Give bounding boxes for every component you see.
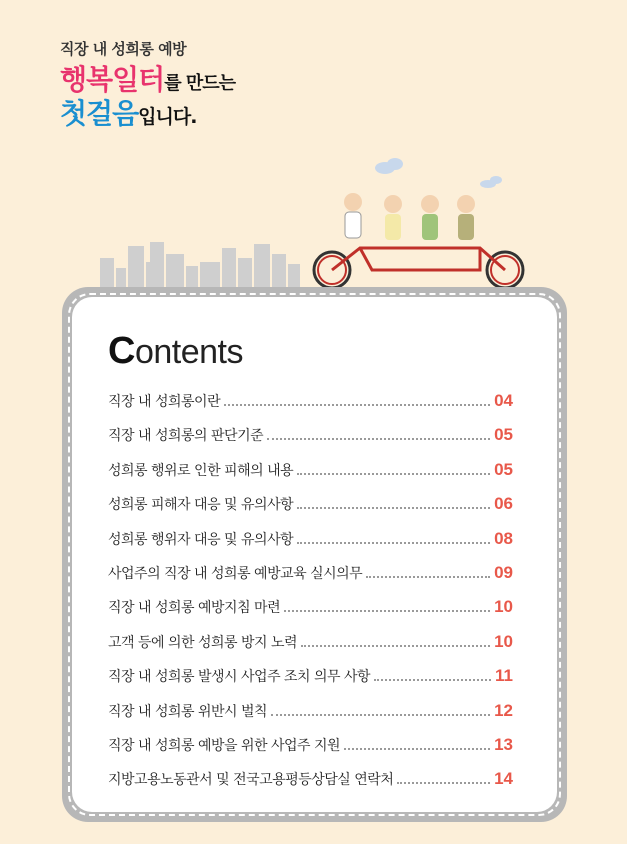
header-headline: [60, 63, 235, 131]
toc-item-page: 08: [494, 528, 513, 548]
toc-leader-dots: [374, 679, 491, 681]
tandem-bicycle: [314, 248, 523, 288]
headline-highlight-first-step: 첫걸음: [60, 97, 139, 131]
toc-item-label: 직장 내 성희롱이란: [108, 394, 221, 410]
toc-item[interactable]: [108, 521, 513, 555]
toc-item-label: 직장 내 성희롱 발생시 사업주 조치 의무 사항: [108, 669, 371, 686]
toc-item-label: 직장 내 성희롱 위반시 벌칙: [108, 703, 268, 720]
city-skyline: [100, 242, 300, 290]
contents-title-rest: ontents: [134, 333, 243, 371]
toc-item-page: 14: [494, 769, 513, 789]
contents-title: [108, 330, 243, 373]
toc-item-page: 10: [494, 597, 513, 617]
toc-item[interactable]: [108, 693, 513, 727]
headline-line3-rest: 입니다.: [138, 106, 197, 129]
city-tandem-bike-illustration: [0, 150, 627, 300]
toc-leader-dots: [267, 438, 490, 440]
toc-item[interactable]: [108, 417, 513, 451]
contents-title-initial: C: [108, 330, 135, 372]
toc-item[interactable]: [108, 486, 513, 520]
toc-item[interactable]: [108, 589, 513, 623]
toc-item-page: 06: [494, 494, 513, 514]
table-of-contents: [108, 383, 513, 796]
toc-leader-dots: [366, 576, 490, 578]
toc-item[interactable]: [108, 761, 513, 795]
toc-leader-dots: [397, 782, 490, 784]
cover-header: [60, 38, 235, 131]
toc-item[interactable]: [108, 727, 513, 761]
toc-item-page: 13: [494, 734, 513, 754]
toc-leader-dots: [297, 542, 490, 544]
header-subtitle: 직장 내 성희롱 예방: [60, 40, 187, 58]
toc-item-page: 05: [494, 425, 513, 445]
toc-item-page: 09: [494, 562, 513, 582]
toc-item-label: 직장 내 성희롱 예방지침 마련: [108, 600, 281, 617]
toc-item-label: 직장 내 성희롱 예방을 위한 사업주 지원: [108, 737, 341, 754]
toc-item-label: 사업주의 직장 내 성희롱 예방교육 실시의무: [108, 565, 363, 582]
toc-leader-dots: [297, 507, 490, 509]
toc-item[interactable]: [108, 555, 513, 589]
headline-line2-rest: 를 만드는: [164, 73, 236, 94]
toc-leader-dots: [344, 748, 490, 750]
toc-item-label: 고객 등에 의한 성희롱 방지 노력: [108, 634, 298, 651]
toc-item-page: 05: [494, 459, 513, 479]
toc-leader-dots: [271, 714, 490, 716]
toc-item-page: 11: [495, 666, 513, 686]
clouds: [375, 158, 502, 188]
toc-item[interactable]: [108, 624, 513, 658]
toc-item-label: 성희롱 행위자 대응 및 유의사항: [108, 531, 294, 548]
headline-highlight-happy-workplace: 행복일터: [60, 63, 165, 96]
toc-item-label: 성희롱 피해자 대응 및 유의사항: [108, 497, 294, 514]
toc-item[interactable]: [108, 658, 513, 692]
toc-item-label: 직장 내 성희롱의 판단기준: [108, 428, 264, 445]
toc-leader-dots: [301, 645, 490, 647]
toc-item[interactable]: [108, 452, 513, 486]
toc-leader-dots: [284, 610, 490, 612]
toc-leader-dots: [297, 473, 490, 475]
toc-item-page: 10: [494, 631, 513, 651]
toc-leader-dots: [224, 404, 490, 406]
toc-item-page: 04: [494, 391, 513, 410]
toc-item-label: 지방고용노동관서 및 전국고용평등상담실 연락처: [108, 772, 394, 789]
toc-item-label: 성희롱 행위로 인한 피해의 내용: [108, 462, 294, 479]
riders: [344, 193, 475, 240]
toc-item-page: 12: [494, 700, 513, 720]
toc-item[interactable]: [108, 383, 513, 417]
